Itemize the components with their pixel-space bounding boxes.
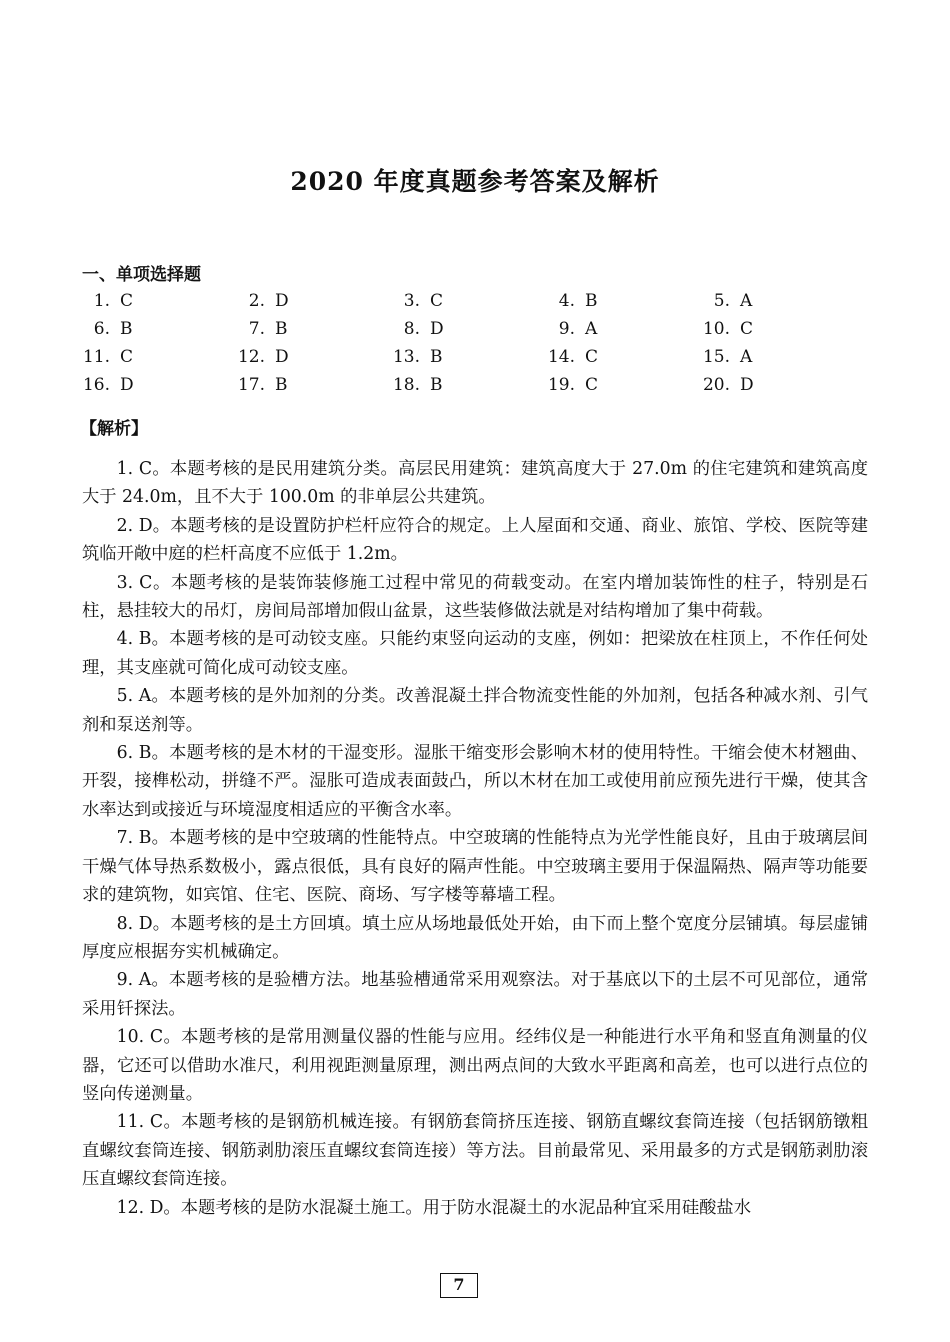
answer-letter: C [740, 319, 754, 339]
answer-number: 20. [702, 375, 730, 395]
answer-letter: B [430, 375, 443, 395]
answer-item [392, 287, 547, 315]
answer-letter: B [585, 291, 598, 311]
answer-number: 17. [237, 375, 265, 395]
page-title: 2020 年度真题参考答案及解析 [290, 167, 660, 196]
answer-number: 18. [392, 375, 420, 395]
explanation-paragraph: 6. B。本题考核的是木材的干湿变形。湿胀干缩变形会影响木材的使用特性。干缩会使木材翘曲、开裂，接榫松动，拼缝不严。湿胀可造成表面鼓凸，所以木材在加工或使用前应预先进行干燥，使其含水率达到或接近与环境湿度相适应的平衡含水率。 [82, 743, 868, 820]
answer-letter: B [430, 347, 443, 367]
answer-item [392, 371, 547, 399]
answer-letter: C [120, 291, 134, 311]
answer-number: 16. [82, 375, 110, 395]
answer-item [82, 315, 237, 343]
answer-item [82, 371, 237, 399]
answer-number: 5. [713, 291, 730, 311]
answer-item [702, 343, 857, 371]
explanation-paragraph: 8. D。本题考核的是土方回填。填土应从场地最低处开始，由下而上整个宽度分层铺填。每层虚铺厚度应根据夯实机械确定。 [82, 913, 868, 962]
answer-item [237, 343, 392, 371]
explanation-paragraph: 5. A。本题考核的是外加剂的分类。改善混凝土拌合物流变性能的外加剂，包括各种减水剂、引气剂和泵送剂等。 [82, 686, 868, 735]
answer-item [547, 287, 702, 315]
answer-letter: C [585, 375, 599, 395]
answer-item [392, 315, 547, 343]
answer-number: 10. [702, 319, 730, 339]
answer-number: 11. [82, 347, 110, 367]
answer-number: 19. [547, 375, 575, 395]
explanation-paragraph: 3. C。本题考核的是装饰装修施工过程中常见的荷载变动。在室内增加装饰性的柱子，特别是石柱，悬挂较大的吊灯，房间局部增加假山盆景，这些装修做法就是对结构增加了集中荷载。 [82, 572, 868, 622]
explanation-paragraph: 2. D。本题考核的是设置防护栏杆应符合的规定。上人屋面和交通、商业、旅馆、学校、医院等建筑临开敞中庭的栏杆高度不应低于 1.2m。 [82, 515, 868, 565]
answer-letter: C [585, 347, 599, 367]
explanation-paragraph: 10. C。本题考核的是常用测量仪器的性能与应用。经纬仪是一种能进行水平角和竖直角测量的仪器，它还可以借助水准尺，利用视距测量原理，测出两点间的大致水平距离和高差，也可以进行点位的竖向传递测量。 [82, 1027, 868, 1104]
answer-letter: A [740, 347, 753, 367]
section-heading: 一、单项选择题 [82, 265, 201, 285]
answer-number: 2. [248, 291, 265, 311]
answer-number: 6. [93, 319, 110, 339]
answer-item [547, 371, 702, 399]
answer-item [702, 287, 857, 315]
answer-number: 7. [248, 319, 265, 339]
answer-letter: D [120, 375, 134, 395]
answer-letter: B [275, 375, 288, 395]
answer-letter: D [740, 375, 754, 395]
answer-item [82, 287, 237, 315]
explanation-paragraph: 9. A。本题考核的是验槽方法。地基验槽通常采用观察法。对于基底以下的土层不可见部位，通常采用钎探法。 [82, 970, 868, 1019]
answer-letter: B [275, 319, 288, 339]
answer-letter: D [275, 347, 289, 367]
explanation-paragraph: 11. C。本题考核的是钢筋机械连接。有钢筋套筒挤压连接、钢筋直螺纹套筒连接（包括钢筋镦粗直螺纹套筒连接、钢筋剥肋滚压直螺纹套筒连接）等方法。目前最常见、采用最多的方式是钢筋剥肋滚压直螺纹套筒连接。 [82, 1112, 868, 1190]
answer-item [702, 371, 857, 399]
answer-letter: A [740, 291, 753, 311]
answer-letter: D [430, 319, 444, 339]
answer-number: 3. [403, 291, 420, 311]
explanation-paragraph: 4. B。本题考核的是可动铰支座。只能约束竖向运动的支座，例如：把梁放在柱顶上，不作任何处理，其支座就可简化成可动铰支座。 [82, 629, 868, 678]
answer-letter: C [430, 291, 444, 311]
answer-item [547, 343, 702, 371]
answer-item [237, 315, 392, 343]
answer-number: 9. [558, 319, 575, 339]
page-number: 7 [440, 1273, 478, 1298]
answer-letter: C [120, 347, 134, 367]
answer-item [237, 287, 392, 315]
answer-number: 14. [547, 347, 575, 367]
answer-number: 1. [93, 291, 110, 311]
explanations [82, 455, 868, 1222]
answer-letter: D [275, 291, 289, 311]
answer-item [237, 371, 392, 399]
answer-number: 12. [237, 347, 265, 367]
answer-grid [82, 287, 782, 399]
explanation-paragraph: 7. B。本题考核的是中空玻璃的性能特点。中空玻璃的性能特点为光学性能良好，且由于玻璃层间干燥气体导热系数极小，露点很低，具有良好的隔声性能。中空玻璃主要用于保温隔热、隔声等功能要求的建筑物，如宾馆、住宅、医院、商场、写字楼等幕墙工程。 [82, 828, 868, 906]
answer-number: 4. [558, 291, 575, 311]
explanation-paragraph: 12. D。本题考核的是防水混凝土施工。用于防水混凝土的水泥品种宜采用硅酸盐水 [116, 1197, 751, 1218]
answer-item [547, 315, 702, 343]
answer-item [392, 343, 547, 371]
analysis-heading: 【解析】 [80, 419, 148, 439]
answer-item [82, 343, 237, 371]
answer-number: 15. [702, 347, 730, 367]
answer-number: 8. [403, 319, 420, 339]
explanation-paragraph: 1. C。本题考核的是民用建筑分类。高层民用建筑：建筑高度大于 27.0m 的住宅建筑和建筑高度大于 24.0m，且不大于 100.0m 的非单层公共建筑。 [82, 459, 868, 508]
answer-number: 13. [392, 347, 420, 367]
answer-item [702, 315, 857, 343]
answer-letter: B [120, 319, 133, 339]
answer-letter: A [585, 319, 598, 339]
